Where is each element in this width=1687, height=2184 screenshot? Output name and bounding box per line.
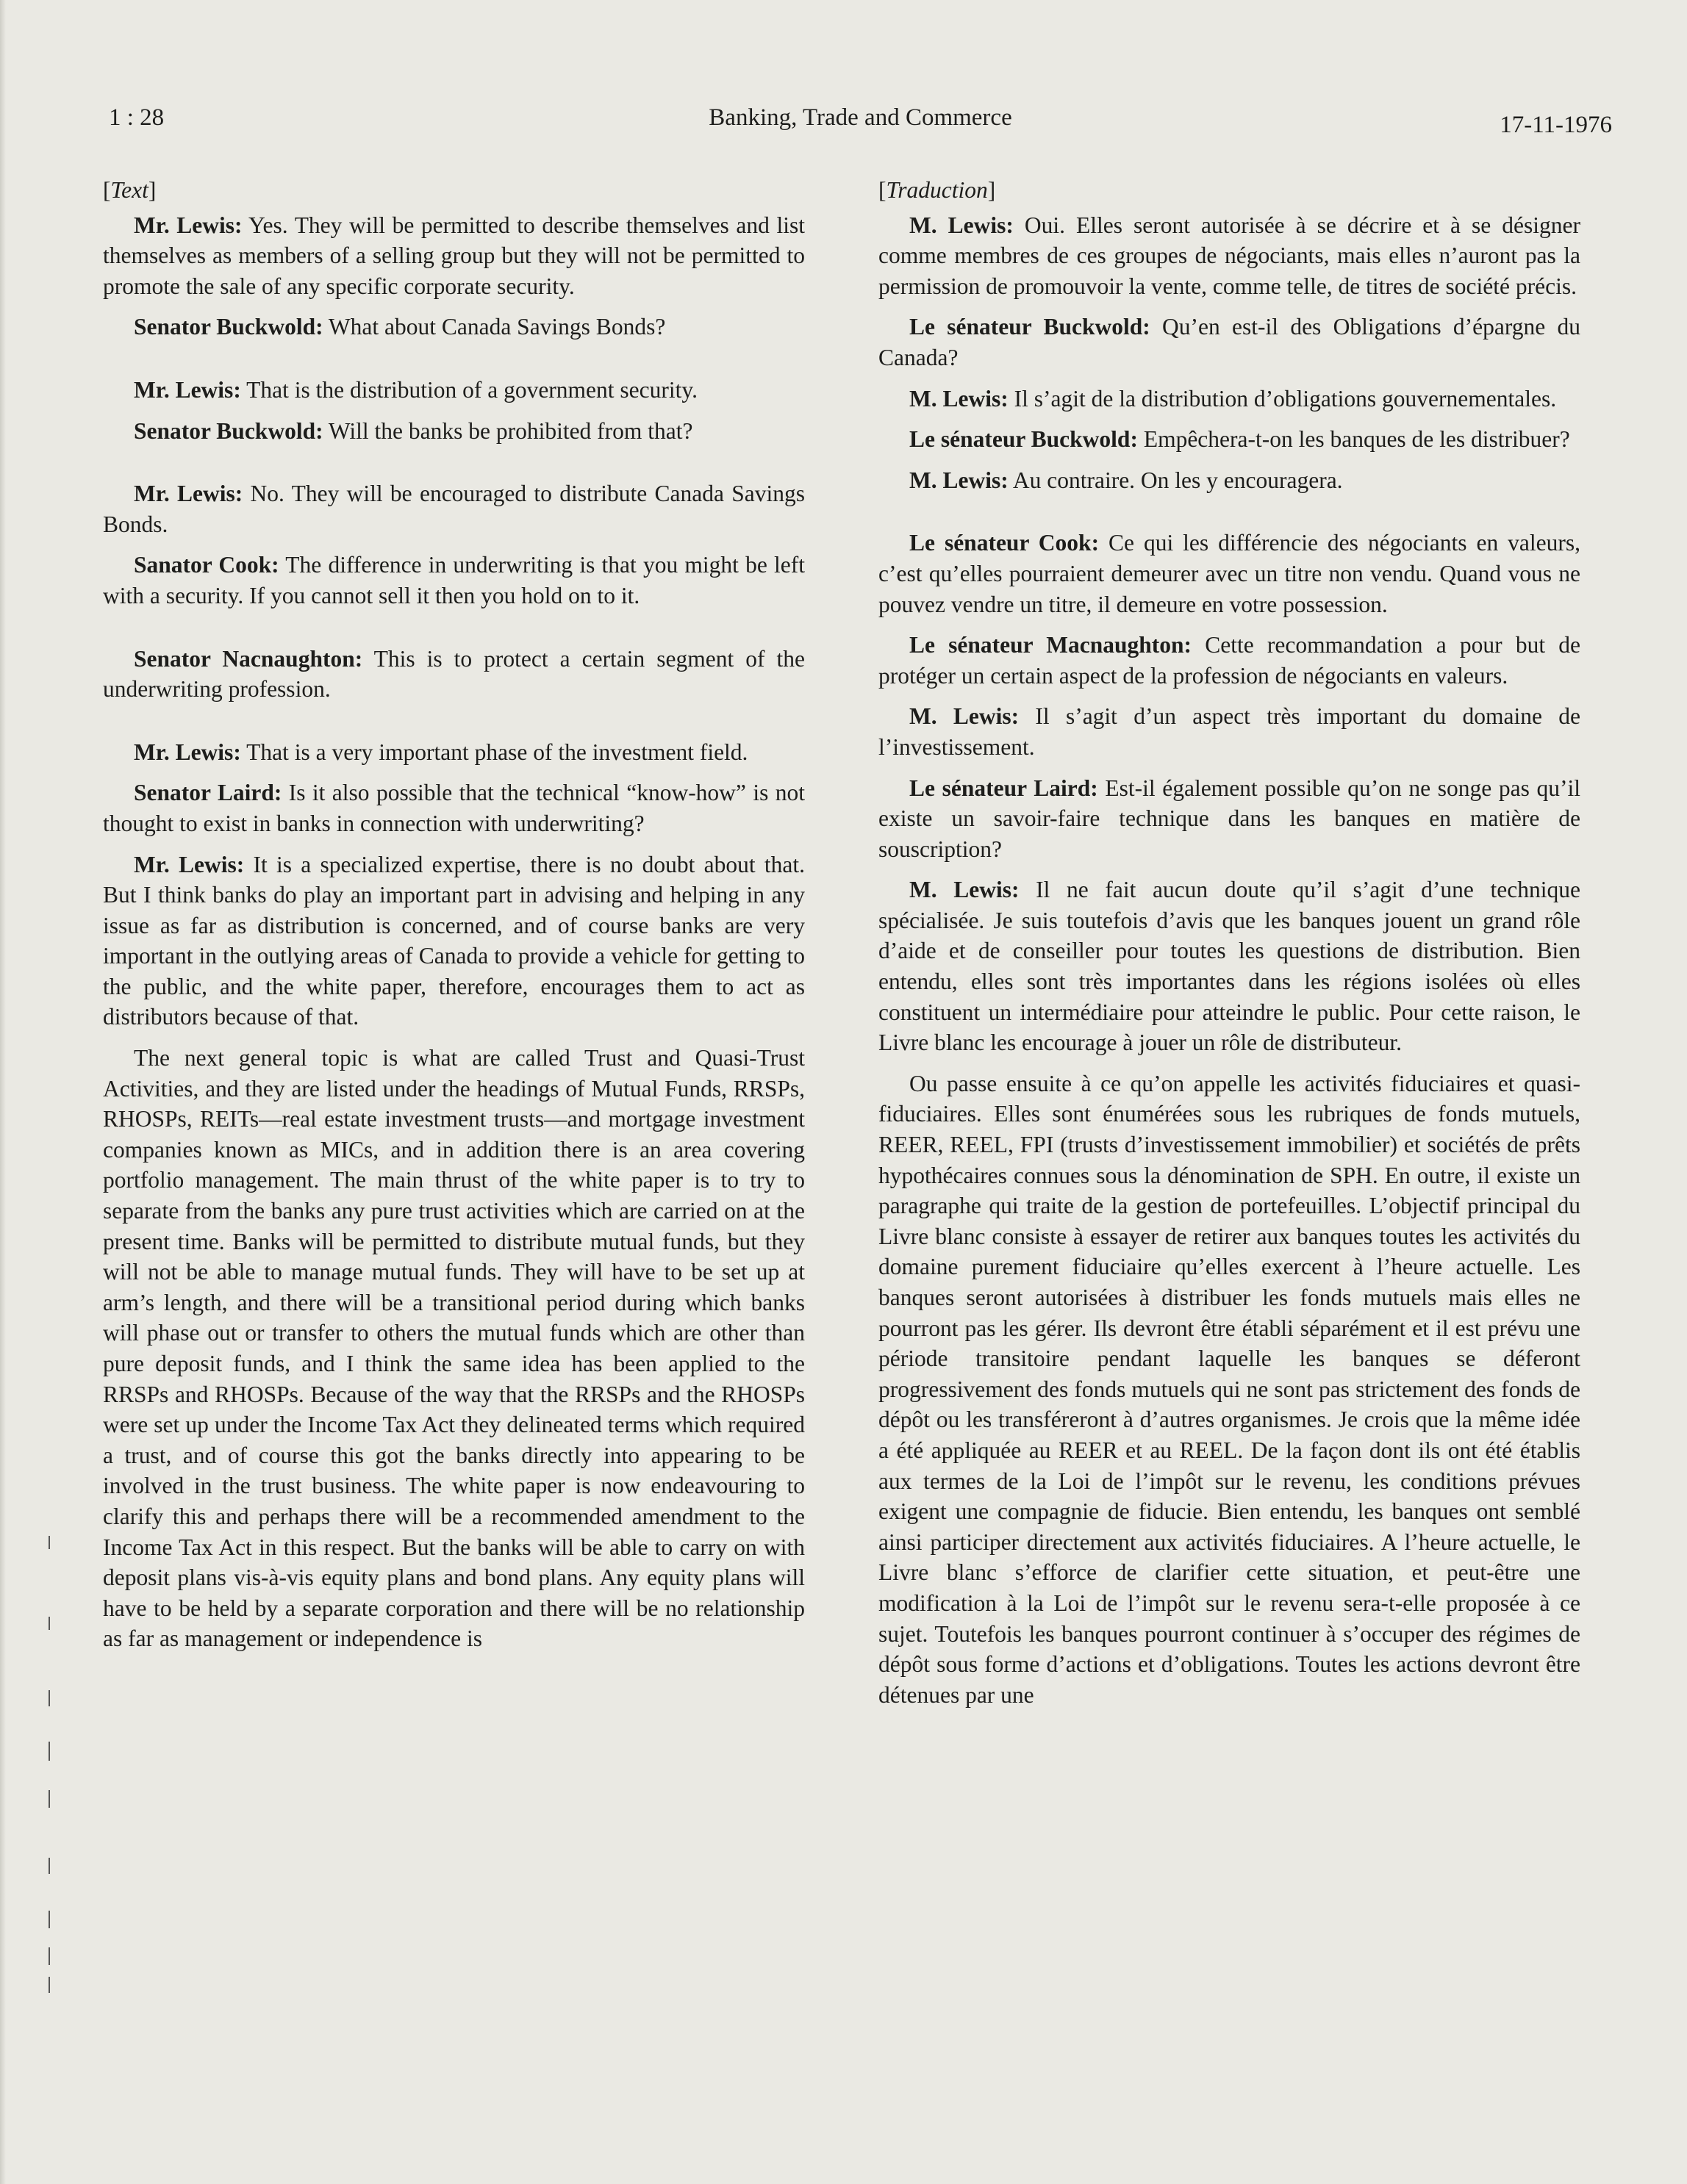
speaker-name: Senator Buckwold: bbox=[134, 314, 323, 340]
speaker-name: M. Lewis: bbox=[909, 703, 1020, 730]
speech-text: Yes. They will be permitted to describe themselves and list themselves as members of a selling group but they will not be permitted to promote the sale of any specific corporate security. bbox=[103, 212, 805, 299]
speech-text: No. They will be encouraged to distribute Canada Savings Bonds. bbox=[103, 481, 805, 537]
speech-text: The difference in underwriting is that you might be left with a security. If you cannot sell it then you hold on to it. bbox=[103, 552, 806, 608]
speech-text: What about Canada Savings Bonds? bbox=[323, 314, 666, 340]
speech-text: It is a specialized expertise, there is no doubt about that. But I think banks do play an important part in advising and helping in any issue as far as distribution is concerned, and of course banks are very important in the outlying areas of Canada to provide a vehicle for getting to the public, and the white paper, therefore, encourages them to act as distributors because of that. bbox=[103, 851, 806, 1030]
speaker-name: Le sénateur Laird: bbox=[909, 775, 1098, 801]
speech-paragraph bbox=[103, 737, 805, 768]
page-edge-shadow bbox=[0, 0, 6, 2184]
margin-mark bbox=[49, 1911, 50, 1928]
speech-text: Est-il également possible qu’on ne songe pas qu’il existe un savoir-faire technique dans les banques en matière de souscription? bbox=[878, 775, 1580, 862]
speech-text: Oui. Elles seront autorisée à se décrire et à se désigner comme membres de ces groupes de négociants, mais elles n’auront pas la permission de promouvoir la vente, comme telle, de titres de société précis. bbox=[878, 212, 1580, 299]
speaker-name: Sanator Cook: bbox=[134, 552, 279, 578]
speech-text: Empêchera-t-on les banques de les distribuer? bbox=[1137, 426, 1570, 453]
speech-paragraph bbox=[878, 773, 1580, 865]
speech-text: Il ne fait aucun doute qu’il s’agit d’une technique spécialisée. Je suis toutefois d’avis que les banques jouent un grand rôle d’aide et de conseiller pour toutes les questions de distribution. Bien entendu, elles sont très importantes dans les régions isolées où elles constituent un intermédiaire pour atteindre le public. Pour cette raison, le Livre blanc les encourage à jouer un rôle de distributeur. bbox=[878, 877, 1580, 1056]
speech-text: That is a very important phase of the investment field. bbox=[240, 739, 748, 765]
speaker-name: Senator Laird: bbox=[134, 780, 282, 806]
speech-text: Ce qui les différencie des négociants en valeurs, c’est qu’elles pourraient demeurer avec un titre non vendu. Quand vous ne pouvez vendre un titre, il demeure en votre possession. bbox=[878, 530, 1580, 617]
page-header bbox=[109, 104, 1612, 141]
speaker-name: Mr. Lewis: bbox=[134, 376, 241, 403]
speech-paragraph bbox=[103, 849, 805, 1033]
speaker-name: M. Lewis: bbox=[909, 877, 1020, 903]
speaker-name: Mr. Lewis: bbox=[134, 212, 243, 238]
margin-mark bbox=[49, 1617, 50, 1630]
margin-mark bbox=[49, 1947, 50, 1965]
margin-mark bbox=[49, 1690, 50, 1706]
speech-paragraph bbox=[878, 701, 1580, 762]
speech-text: Au contraire. On les y encouragera. bbox=[1008, 467, 1343, 493]
speaker-name: Mr. Lewis: bbox=[134, 481, 243, 507]
speaker-name: Le sénateur Buckwold: bbox=[909, 314, 1150, 340]
column-heading: [Traduction] bbox=[878, 177, 996, 203]
french-column bbox=[878, 175, 1580, 1720]
speaker-name: Senator Buckwold: bbox=[134, 417, 323, 444]
margin-mark bbox=[49, 1977, 50, 1993]
speech-paragraph bbox=[103, 644, 805, 705]
speaker-name: M. Lewis: bbox=[909, 212, 1014, 238]
speech-paragraph bbox=[878, 528, 1580, 619]
speech-paragraph bbox=[103, 550, 805, 611]
page-number: 1 : 28 bbox=[109, 104, 165, 131]
speech-paragraph bbox=[878, 465, 1580, 496]
speaker-name: Le sénateur Buckwold: bbox=[909, 426, 1138, 453]
speech-text: Will the banks be prohibited from that? bbox=[323, 417, 693, 444]
page-date: 17-11-1976 bbox=[1500, 112, 1612, 138]
margin-mark bbox=[49, 1858, 50, 1874]
speaker-name: Le sénateur Macnaughton: bbox=[909, 632, 1192, 658]
speaker-name: M. Lewis: bbox=[909, 467, 1009, 493]
speech-text: The next general topic is what are called Trust and Quasi-Trust Activities, and they are listed under the headings of Mutual Funds, RRSPs, RHOSPs, REITs—real estate investment trusts—and mortgage investment companies known as MICs, and in addition there is an area covering portfolio management. The main thrust of the white paper is to try to separate from the banks any pure trust activities which are carried on at the present time. Banks will be permitted to distribute mutual funds, but they will not be able to manage mutual funds. They will have to be set up at arm’s length, and there will be a transitional period during which banks will phase out or transfer to others the mutual funds which are other than pure deposit funds, and I think the same idea has been applied to the RRSPs and RHOSPs. Because of the way that the RRSPs and the RHOSPs were set up under the Income Tax Act they delineated terms which required a trust, and of course this got the banks directly into appearing to be involved in the trust business. The white paper is now endeavouring to clarify this and perhaps there will be a recommended amendment to the Income Tax Act in this respect. But the banks will be able to carry on with deposit plans vis-à-vis equity plans and bond plans. Any equity plans will have to be held by a separate corporation and there will be no relationship as far as management or independence is bbox=[103, 1045, 805, 1652]
speech-paragraph bbox=[103, 1043, 805, 1654]
speech-text: Ou passe ensuite à ce qu’on appelle les activités fiduciaires et quasi-fiduciaires. Elles sont énumérées sous les rubriques de fonds mutuels, REER, REEL, FPI (trusts d’investissement immobilier) et sociétés de prêts hypothécaires connues sous la dénomination de SPH. En outre, il existe un paragraphe qui traite de la gestion de portefeuilles. L’objectif principal du Livre blanc consiste à essayer de retirer aux banques toutes les activités du domaine purement fiduciaire qu’elles exercent à l’heure actuelle. Les banques seront autorisées à distribuer les fonds mutuels mais elles ne pourront pas les gérer. Ils devront être établi séparément et il est prévu une période transitoire pendant laquelle les banques se déferont progressivement des fonds mutuels qui ne sont pas strictement des fonds de dépôt ou les transféreront à d’autres organismes. Je crois que la même idée a été appliquée au REER et au REEL. De la façon dont ils ont été établis aux termes de la Loi de l’impôt sur le revenu, les conditions prévues exigent une compagnie de fiducie. Bien entendu, les banques ont semblé ainsi participer directement aux activités fiduciaires. A l’heure actuelle, le Livre blanc s’efforce de clarifier cette situation, et peut-être une modification à la Loi de l’impôt sur le revenu sera-t-elle proposée à ce sujet. Toutefois les banques pourront continuer à s’occuper des régimes de dépôt sous forme d’actions et d’obligations. Toutes les actions devront être détenues par une bbox=[878, 1070, 1580, 1708]
speech-text: Qu’en est-il des Obligations d’épargne du Canada? bbox=[878, 314, 1580, 370]
speech-text: Cette recommandation a pour but de protéger un certain aspect de la profession de négociants en valeurs. bbox=[878, 632, 1580, 689]
speech-paragraph bbox=[103, 777, 805, 838]
column-heading: [Text] bbox=[103, 177, 157, 203]
speech-paragraph bbox=[103, 375, 805, 406]
speech-paragraph bbox=[878, 384, 1580, 414]
speech-text: This is to protect a certain segment of the underwriting profession. bbox=[103, 645, 805, 703]
running-title: Banking, Trade and Commerce bbox=[709, 104, 1012, 131]
english-column bbox=[103, 175, 805, 1664]
speech-paragraph bbox=[103, 478, 805, 539]
speech-text: Il s’agit d’un aspect très important du domaine de l’investissement. bbox=[878, 703, 1580, 760]
speaker-name: Mr. Lewis: bbox=[134, 739, 241, 765]
speech-paragraph bbox=[103, 210, 805, 302]
speech-text: That is the distribution of a government security. bbox=[240, 376, 698, 403]
margin-mark bbox=[49, 1790, 50, 1808]
speech-paragraph bbox=[878, 630, 1580, 691]
speech-paragraph bbox=[878, 1068, 1580, 1710]
speech-paragraph bbox=[878, 424, 1580, 455]
speech-paragraph bbox=[878, 210, 1580, 302]
speech-paragraph bbox=[878, 312, 1580, 373]
speaker-name: Le sénateur Cook: bbox=[909, 530, 1100, 556]
speaker-name: M. Lewis: bbox=[909, 385, 1009, 412]
speech-text: Il s’agit de la distribution d’obligations gouvernementales. bbox=[1008, 385, 1557, 412]
speech-paragraph bbox=[103, 416, 805, 447]
speech-paragraph bbox=[878, 874, 1580, 1058]
speech-paragraph bbox=[103, 312, 805, 342]
speech-text: Is it also possible that the technical “know-how” is not thought to exist in banks in connection with underwriting? bbox=[103, 780, 805, 836]
margin-mark bbox=[49, 1742, 50, 1761]
speaker-name: Mr. Lewis: bbox=[134, 851, 245, 877]
speaker-name: Senator Nacnaughton: bbox=[134, 645, 363, 672]
margin-mark bbox=[49, 1536, 50, 1549]
